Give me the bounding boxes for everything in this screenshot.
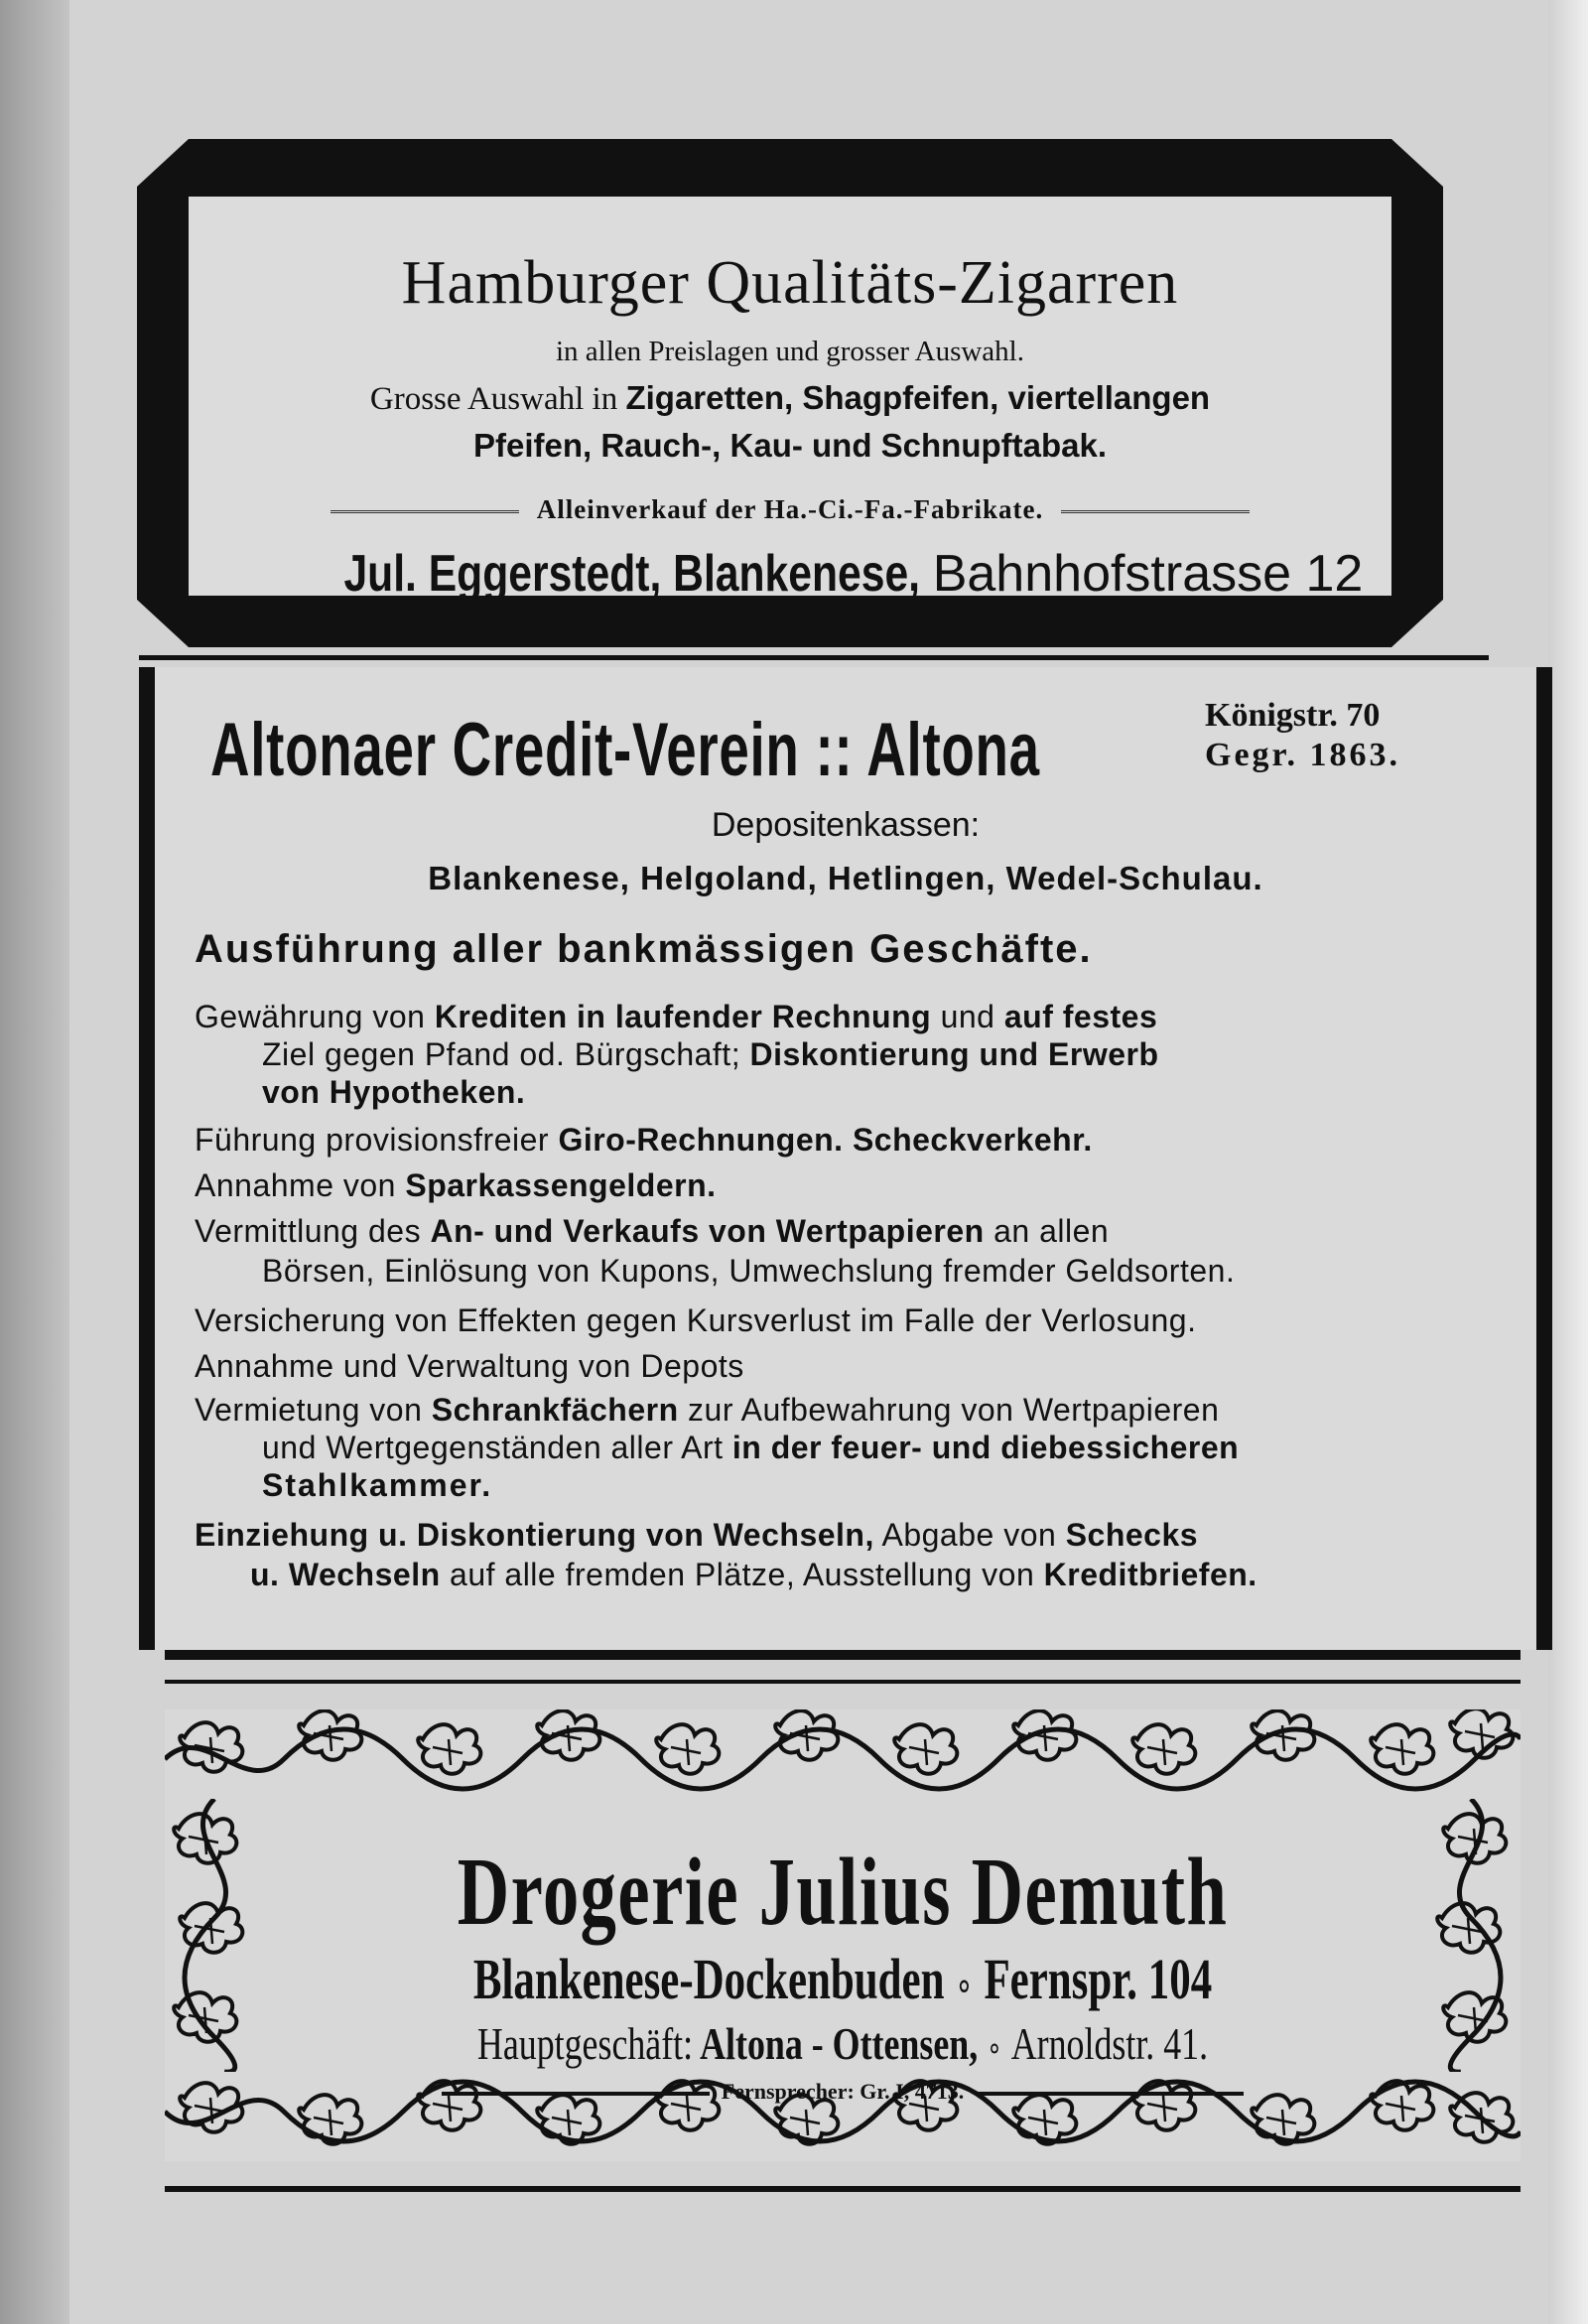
- separator-rule: [165, 1650, 1521, 1660]
- drugstore-ad-branch: Blankenese-Dockenbuden ∘ Fernspr. 104: [472, 1947, 1213, 2011]
- cigar-ad-line3: [189, 379, 1391, 418]
- drugstore-ad-phone: Fernsprecher: Gr. I, 4713.: [165, 2079, 1521, 2105]
- cigar-ad-panel: [189, 197, 1391, 603]
- cigar-ad-headline: Hamburger Qualitäts-Zigarren: [401, 249, 1179, 317]
- bank-advertisement: [139, 667, 1552, 1650]
- cigar-ad-address: [189, 544, 1391, 604]
- bank-service-item: Einziehung u. Diskontierung von Wechseln, Abgabe von Schecks: [195, 1517, 1199, 1553]
- bank-ad-founded: Gegr. 1863.: [1205, 737, 1401, 773]
- drugstore-advertisement: [165, 1709, 1521, 2161]
- bank-ad-title: Altonaer Credit-Verein :: Altona: [210, 708, 1040, 792]
- bank-ad-services-heading: Ausführung aller bankmässigen Geschäfte.: [195, 927, 1093, 971]
- cigar-ad-merchant: Jul. Eggerstedt, Blankenese,: [343, 545, 920, 603]
- cigar-ad-line3-bold: Zigaretten, Shagpfeifen, viertellangen: [625, 379, 1211, 416]
- left-double-rule: [331, 510, 519, 513]
- leaf-ornament-icon: [165, 1799, 259, 2072]
- separator-rule: [165, 2186, 1521, 2192]
- bank-service-item: Vermittlung des An- und Verkaufs von Wertpapieren an allen: [195, 1213, 1110, 1249]
- separator-rule: [165, 1680, 1521, 1684]
- bank-service-item: Ziel gegen Pfand od. Bürgschaft; Diskontierung und Erwerb: [262, 1036, 1159, 1072]
- cigar-ad-line4: [189, 427, 1391, 466]
- page-edge-right: [1548, 0, 1588, 2324]
- cigar-ad-line4-text: Pfeifen, Rauch-, Kau- und Schnupftabak.: [472, 427, 1108, 464]
- cigar-ad-line3-prefix: Grosse Auswahl in: [369, 381, 618, 417]
- bank-service-item: Vermietung von Schrankfächern zur Aufbewahrung von Wertpapieren: [195, 1392, 1220, 1428]
- bank-ad-cities: Blankenese, Helgoland, Hetlingen, Wedel-Schulau.: [428, 860, 1263, 896]
- bank-service-item: Annahme von Sparkassengeldern.: [195, 1167, 717, 1203]
- cigar-ad-subline: in allen Preislagen und grosser Auswahl.: [556, 336, 1024, 367]
- cigar-ad-line5: [189, 494, 1391, 525]
- right-double-rule: [1061, 510, 1250, 513]
- cigar-ad-street: Bahnhofstrasse 12: [932, 545, 1364, 603]
- cigar-advertisement: [137, 139, 1443, 647]
- bank-service-item: Börsen, Einlösung von Kupons, Umwechslung fremder Geldsorten.: [262, 1253, 1236, 1289]
- bank-service-item: Versicherung von Effekten gegen Kursverlust im Falle der Verlosung.: [195, 1302, 1197, 1338]
- separator-rule: [139, 655, 1489, 660]
- drugstore-ad-title: Drogerie Julius Demuth: [457, 1839, 1229, 1946]
- bank-service-item: von Hypotheken.: [262, 1074, 526, 1110]
- bank-service-item: Annahme und Verwaltung von Depots: [195, 1348, 744, 1384]
- bank-ad-address: Königstr. 70: [1205, 697, 1381, 734]
- bank-service-item: u. Wechseln auf alle fremden Plätze, Ausstellung von Kreditbriefen.: [250, 1557, 1257, 1592]
- bank-service-item: Gewährung von Krediten in laufender Rechnung und auf festes: [195, 999, 1158, 1034]
- drugstore-ad-main-store: Hauptgeschäft: Altona - Ottensen, ∘ Arnoldstr. 41.: [476, 2018, 1209, 2069]
- bank-service-item: Stahlkammer.: [262, 1467, 493, 1503]
- leaf-ornament-icon: [1426, 1799, 1521, 2072]
- bank-service-item: und Wertgegenständen aller Art in der feuer- und diebessicheren: [262, 1430, 1240, 1465]
- leaf-ornament-icon: [165, 1709, 1521, 1799]
- bank-ad-depositenkassen: Depositenkassen:: [711, 806, 981, 844]
- page-edge-left: [0, 0, 69, 2324]
- cigar-ad-line5-text: Alleinverkauf der Ha.-Ci.-Fa.-Fabrikate.: [536, 494, 1044, 524]
- bank-service-item: Führung provisionsfreier Giro-Rechnungen. Scheckverkehr.: [195, 1122, 1093, 1158]
